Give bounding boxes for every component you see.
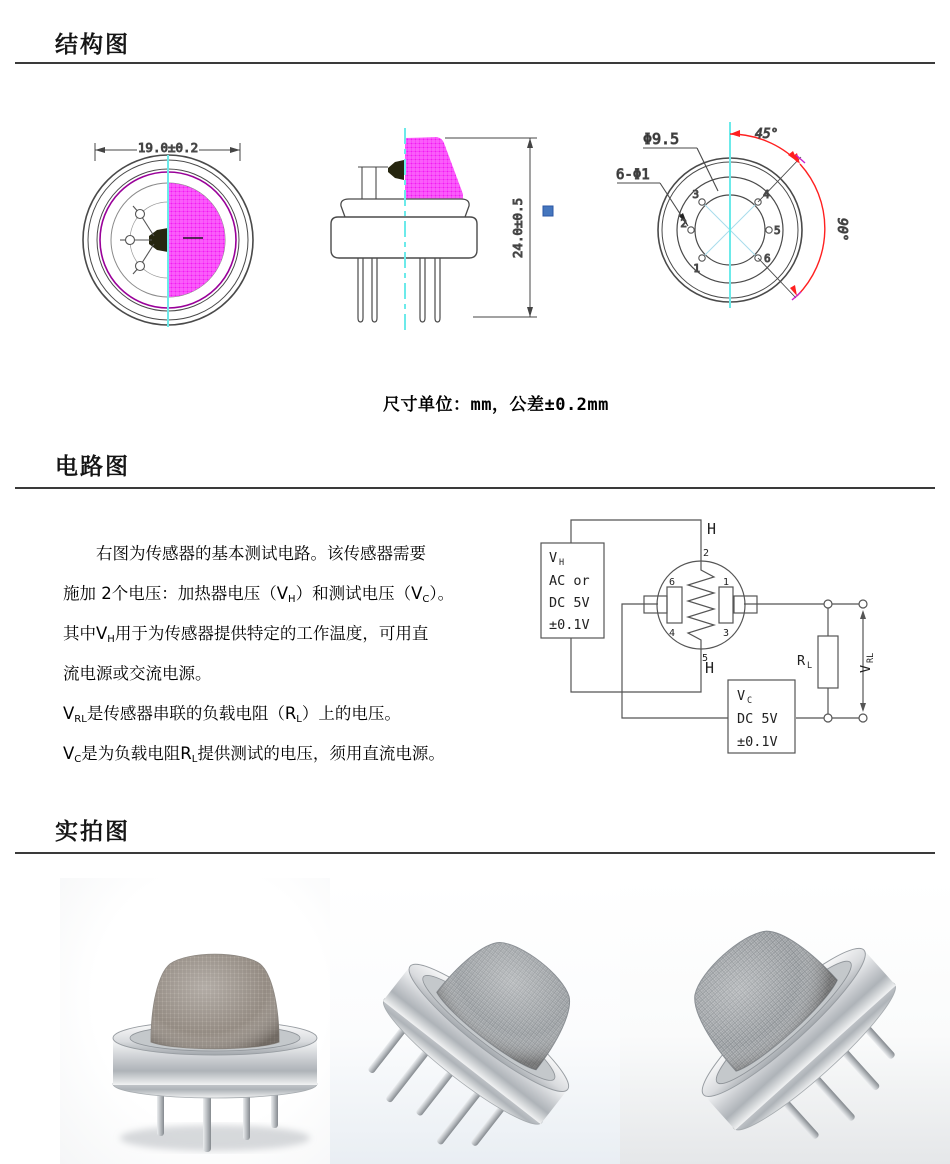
section-divider	[15, 62, 935, 64]
structure-section-title: 结构图	[55, 32, 130, 58]
structure-diagram	[0, 90, 950, 360]
description-line: 右图为传感器的基本测试电路。该传感器需要	[63, 544, 426, 563]
vh-label-sub: H	[559, 558, 565, 568]
selection-handle	[543, 206, 553, 216]
sensor-pin-3: 3	[723, 628, 730, 639]
sensor-photo-tilted-right	[330, 878, 630, 1164]
sensor-pin-1: 1	[723, 577, 730, 588]
sensor-photo-tilted-left	[620, 878, 950, 1164]
pin-spec-label: 6-Φ1	[616, 167, 650, 183]
pin-label-3: 3	[692, 188, 699, 201]
vc-line2: DC 5V	[737, 711, 778, 727]
angle-45-label: 45°	[755, 127, 779, 142]
side-view-drawing	[331, 128, 553, 332]
vc-line3: ±0.1V	[737, 734, 778, 750]
side-view-pins	[358, 258, 440, 322]
circuit-diagram	[520, 505, 920, 780]
section-divider	[15, 852, 935, 854]
dimension-note: 尺寸单位：mm，公差±0.2mm	[383, 395, 609, 415]
vc-label: V	[737, 688, 746, 704]
sensor-pin-5: 5	[702, 653, 709, 664]
vh-line4: ±0.1V	[549, 617, 590, 633]
angle-arcs	[730, 130, 825, 300]
pin-label-4: 4	[763, 188, 770, 201]
heater-bottom-label: H	[705, 659, 715, 677]
pin-label-2: 2	[680, 217, 687, 230]
pin-label-6: 6	[764, 252, 771, 265]
vh-label: V	[549, 550, 558, 566]
pin-label-1: 1	[693, 262, 700, 275]
mesh-half-top-view	[168, 183, 225, 297]
description-line: $V_{RL}$是传感器串联的负载电阻$(R_L)$上的电压。	[63, 704, 401, 725]
sensor-photo-upright	[60, 878, 360, 1164]
sensor-pin-4: 4	[669, 628, 676, 639]
diameter-label: Φ9.5	[643, 130, 680, 148]
mesh-half-side-view	[405, 137, 463, 199]
mesh-cap	[151, 954, 279, 1049]
sensor-symbol	[644, 561, 757, 649]
heater-top-label: H	[707, 520, 717, 538]
sensor-body	[643, 883, 944, 1164]
pin-label-5: 5	[774, 224, 781, 237]
heater-zigzag	[688, 562, 714, 649]
top-view-drawing	[83, 140, 253, 327]
dim-24-label: 24.0±0.5	[510, 197, 525, 259]
description-line: 流电源或交流电源。	[63, 664, 212, 683]
section-divider	[15, 487, 935, 489]
dim-19-label: 19.0±0.2	[137, 140, 199, 155]
bottom-view-drawing	[616, 122, 849, 308]
vc-label-sub: C	[747, 696, 753, 706]
description-line: 施加 2个电压：加热器电压$(V_H)$和测试电压$(V_C)$。	[63, 584, 455, 605]
vrl-label-sub: RL	[866, 652, 876, 663]
side-hub	[388, 160, 404, 180]
sensor-body	[335, 900, 619, 1164]
description-line: $V_C$是为负载电阻$R_L$提供测试的电压，须用直流电源。	[63, 744, 445, 765]
rl-resistor	[818, 636, 838, 688]
sensor-pin-6: 6	[669, 577, 676, 588]
circuit-section-title: 电路图	[55, 454, 130, 480]
sensor-body	[113, 954, 317, 1152]
rl-label-sub: L	[807, 661, 813, 671]
vh-line3: DC 5V	[549, 595, 590, 611]
vh-line2: AC or	[549, 573, 590, 589]
vrl-label: V	[858, 664, 874, 673]
photos-section-title: 实拍图	[55, 819, 130, 845]
description-line: 其中$V_H$用于为传感器提供特定的工作温度，可用直	[63, 624, 429, 645]
circuit-description	[63, 534, 515, 774]
angle-90-label: 90°	[834, 218, 849, 242]
sensor-pin-2: 2	[703, 548, 710, 559]
rl-label: R	[797, 653, 806, 669]
